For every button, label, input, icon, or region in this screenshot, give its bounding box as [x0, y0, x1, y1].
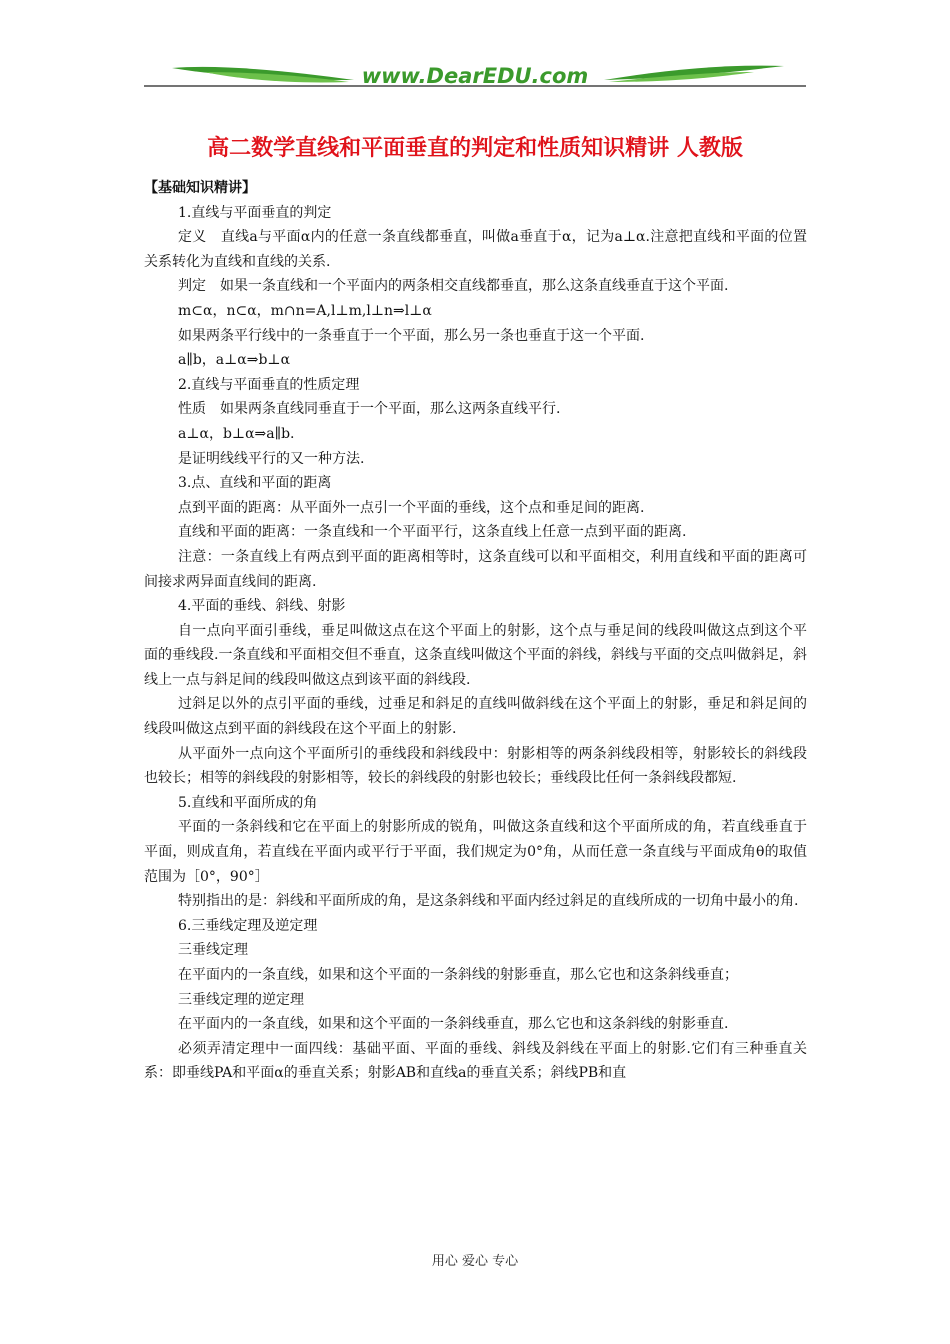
- site-header: [144, 58, 806, 94]
- paragraph: 特别指出的是：斜线和平面所成的角，是这条斜线和平面内经过斜足的直线所成的一切角中最小的角.: [178, 893, 799, 910]
- paragraph: 从平面外一点向这个平面所引的垂线段和斜线段中：射影相等的两条斜线段相等，射影较长的斜线段也较长；相等的斜线段的射影相等，较长的斜线段的射影也较长；垂线段比任何一条斜线段都短.: [144, 745, 807, 787]
- paragraph: 如果两条平行线中的一条垂直于一个平面，那么另一条也垂直于这一个平面.: [178, 327, 645, 344]
- subheading-4: 4.平面的垂线、斜线、射影: [178, 598, 346, 615]
- section-heading: 【基础知识精讲】: [144, 180, 256, 196]
- paragraph: 判定 如果一条直线和一个平面内的两条相交直线都垂直，那么这条直线垂直于这个平面.: [178, 278, 729, 295]
- subheading-5: 5.直线和平面所成的角: [178, 794, 318, 811]
- paragraph: 平面的一条斜线和它在平面上的射影所成的锐角，叫做这条直线和这个平面所成的角，若直线垂直于平面，则成直角，若直线在平面内或平行于平面，我们规定为0°角，从而任意一条直线与平面成角θ的取值范围为［0°，90°］: [144, 819, 807, 885]
- document-title: 高二数学直线和平面垂直的判定和性质知识精讲 人教版: [207, 136, 743, 161]
- paragraph: 直线和平面的距离：一条直线和一个平面平行，这条直线上任意一点到平面的距离.: [178, 524, 687, 541]
- paragraph: 自一点向平面引垂线，垂足叫做这点在这个平面上的射影，这个点与垂足间的线段叫做这点到这个平面的垂线段.一条直线和平面相交但不垂直，这条直线叫做这个平面的斜线，斜线与平面的交点叫做斜足，斜线上一点与斜足间的线段叫做这点到该平面的斜线段.: [144, 622, 807, 688]
- site-logo-text: www.DearEDU.com: [361, 64, 589, 88]
- paragraph: 在平面内的一条直线，如果和这个平面的一条斜线的射影垂直，那么它也和这条斜线垂直；: [178, 967, 738, 983]
- subheading-2: 2.直线与平面垂直的性质定理: [178, 376, 360, 393]
- paragraph: 必须弄清定理中一面四线：基础平面、平面的垂线、斜线及斜线在平面上的射影.它们有三种垂直关系：即垂线PA和平面α的垂直关系；射影AB和直线a的垂直关系；斜线PB和直: [144, 1040, 807, 1082]
- formula-line: a∥b，a⊥α⇒b⊥α: [178, 352, 291, 369]
- theorem-label: 三垂线定理的逆定理: [178, 991, 304, 1008]
- document-body: [144, 176, 807, 1086]
- formula-line: m⊂α，n⊂α，m∩n=A,l⊥m,l⊥n⇒l⊥α: [178, 302, 432, 319]
- paragraph: 在平面内的一条直线，如果和这个平面的一条斜线垂直，那么它也和这条斜线的射影垂直.: [178, 1016, 729, 1033]
- page-footer: 用心 爱心 专心: [431, 1254, 519, 1269]
- subheading-1: 1.直线与平面垂直的判定: [178, 204, 332, 221]
- paragraph: 注意：一条直线上有两点到平面的距离相等时，这条直线可以和平面相交，利用直线和平面的距离可间接求两异面直线间的距离.: [144, 548, 807, 590]
- formula-line: a⊥α，b⊥α⇒a∥b.: [178, 425, 295, 442]
- subheading-3: 3.点、直线和平面的距离: [178, 475, 332, 492]
- paragraph: 过斜足以外的点引平面的垂线，过垂足和斜足的直线叫做斜线在这个平面上的射影，垂足和斜足间的线段叫做这点到平面的斜线段在这个平面上的射影.: [144, 696, 807, 738]
- paragraph: 性质 如果两条直线同垂直于一个平面，那么这两条直线平行.: [178, 401, 561, 418]
- paragraph: 点到平面的距离：从平面外一点引一个平面的垂线，这个点和垂足间的距离.: [178, 499, 645, 516]
- paragraph: 是证明线线平行的又一种方法.: [178, 450, 365, 467]
- paragraph: 定义 直线a与平面α内的任意一条直线都垂直，叫做a垂直于α，记为a⊥α.注意把直线和平面的位置关系转化为直线和直线的关系.: [144, 229, 807, 270]
- subheading-6: 6.三垂线定理及逆定理: [178, 917, 318, 934]
- theorem-label: 三垂线定理: [178, 942, 248, 959]
